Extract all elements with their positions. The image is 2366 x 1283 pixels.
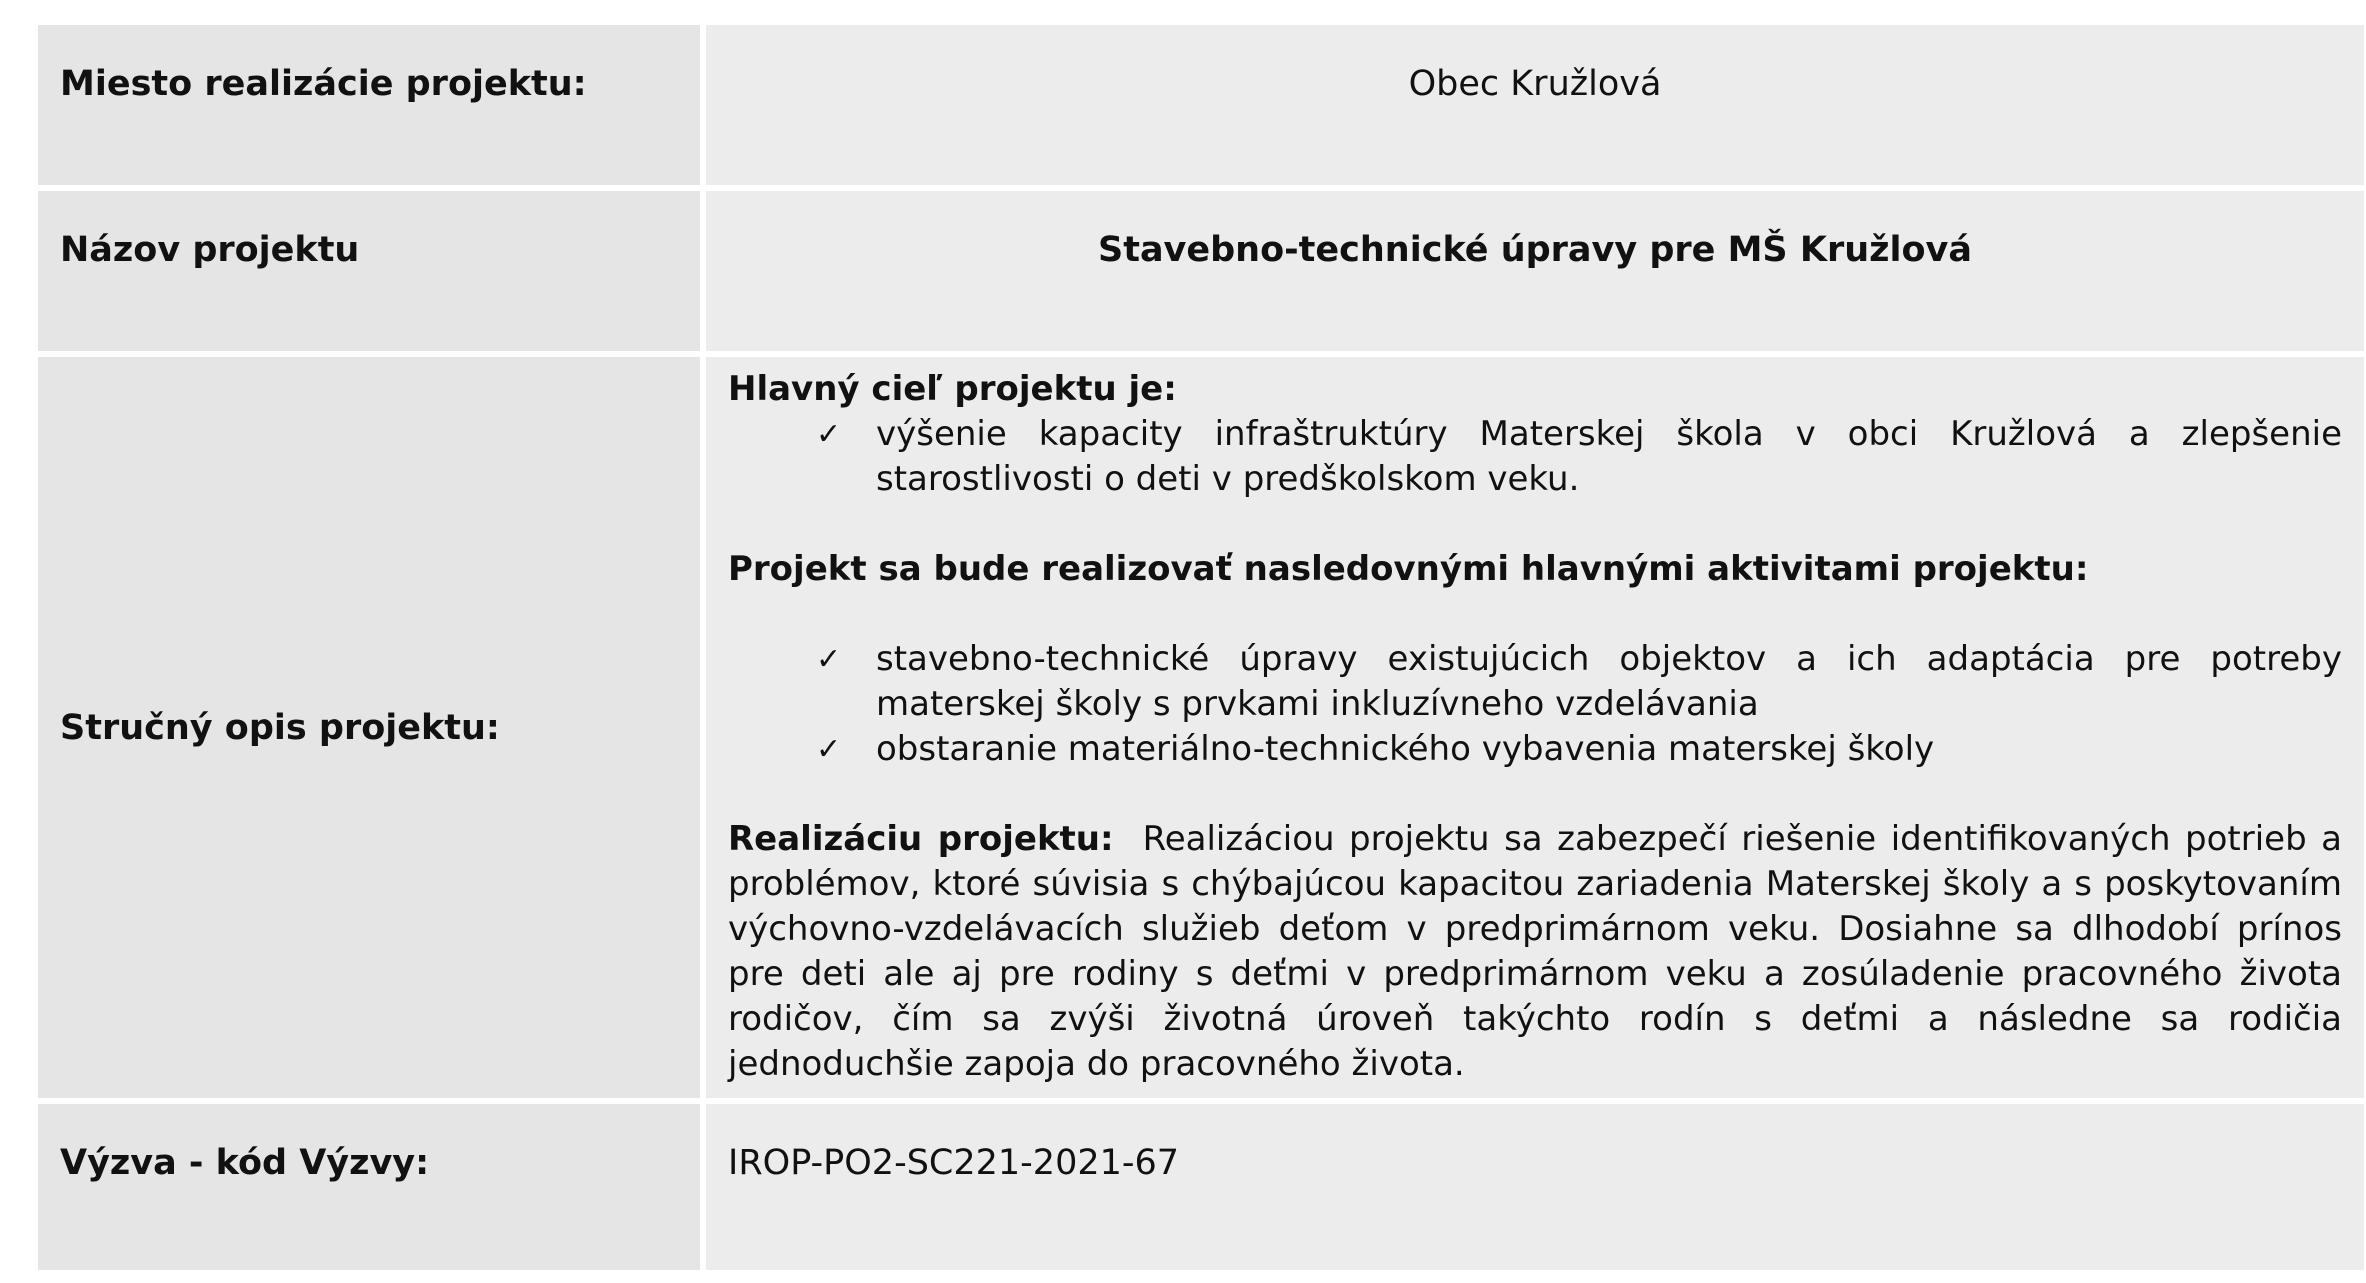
- project-info-table: [38, 25, 2364, 1270]
- list-item: [816, 412, 2342, 502]
- goal-list: [728, 412, 2342, 502]
- check-icon: ✓: [816, 417, 842, 452]
- realization-lead: Realizáciu projektu:: [728, 819, 1114, 859]
- list-item: [816, 637, 2342, 727]
- activities-heading: Projekt sa bude realizovať nasledovnými hlavnými aktivitami projektu:: [728, 549, 2089, 589]
- activities-list: [728, 637, 2342, 772]
- description-label-text: Stručný opis projektu:: [60, 707, 500, 748]
- location-label: Miesto realizácie projektu:: [38, 25, 700, 185]
- project-name-value: Stavebno-technické úpravy pre MŠ Kružlová: [706, 191, 2364, 351]
- activity-item-text: obstaranie materiálno-technického vybavenia materskej školy: [876, 729, 1935, 769]
- goal-heading: Hlavný cieľ projektu je:: [728, 369, 1177, 409]
- description-value: [706, 357, 2364, 1098]
- activity-item-text: stavebno-technické úpravy existujúcich objektov a ich adaptácia pre potreby materskej školy s prvkami inkluzívneho vzdelávania: [876, 639, 2342, 724]
- project-name-label: Názov projektu: [38, 191, 700, 351]
- list-item: [816, 727, 2342, 772]
- call-label: Výzva - kód Výzvy:: [38, 1104, 700, 1270]
- goal-item-text: výšenie kapacity infraštruktúry Materskej škola v obci Kružlová a zlepšenie starostlivosti o deti v predškolskom veku.: [876, 414, 2342, 499]
- check-icon: ✓: [816, 642, 842, 677]
- call-value: IROP-PO2-SC221-2021-67: [706, 1104, 2364, 1270]
- description-label: [38, 357, 700, 1098]
- check-icon: ✓: [816, 732, 842, 767]
- realization-paragraph: [728, 817, 2342, 1087]
- realization-text: Realizáciou projektu sa zabezpečí riešenie identifikovaných potrieb a problémov, ktoré súvisia s chýbajúcou kapacitou zariadenia Materskej školy a s poskytovaním výchovno-vzdelávacích služieb deťom v predprimárnom veku. Dosiahne sa dlhodobí prínos pre deti ale aj pre rodiny s deťmi v predprimárnom veku a zosúladenie pracovného života rodičov, čím sa zvýši životná úroveň takýchto rodín s deťmi a následne sa rodičia jednoduchšie zapoja do pracovného života.: [728, 819, 2343, 1084]
- location-value: Obec Kružlová: [706, 25, 2364, 185]
